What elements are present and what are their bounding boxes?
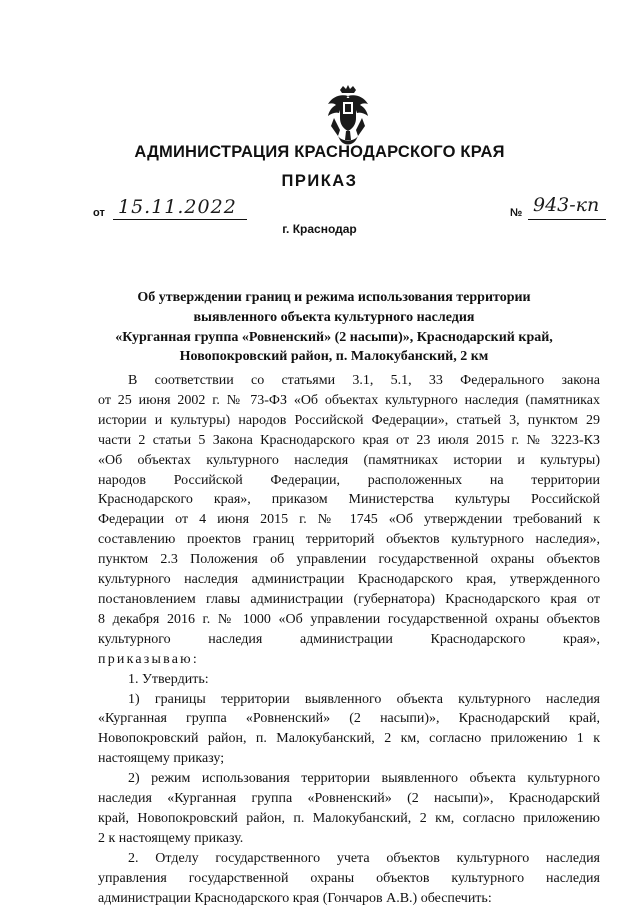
body-line: народов Российской Федерации, расположенных на территории <box>98 472 600 488</box>
city-name: г. Краснодар <box>282 222 357 236</box>
item-2-line: администрации Краснодарского края (Гончаров А.В.) обеспечить: <box>98 890 492 906</box>
item-1-2-line: наследия «Курганная группа «Ровненский» (2 насыпи)», Краснодарский <box>98 791 600 807</box>
body-line: постановлением главы администрации (губернатора) Краснодарского края от <box>98 591 600 607</box>
title-line: выявленного объекта культурного наследия <box>193 309 475 325</box>
title-line: «Курганная группа «Ровненский» (2 насыпи)», Краснодарский край, <box>115 329 553 345</box>
number-underline <box>528 219 606 220</box>
item-1-1-line: Новопокровский район, п. Малокубанский, 2 км, согласно приложению 1 к <box>98 731 600 747</box>
document-body <box>98 371 600 908</box>
item-1-1-line: настоящему приказу; <box>98 751 225 767</box>
number-label: № <box>510 207 523 219</box>
body-line: составлению проектов границ территорий объектов культурного наследия», <box>98 532 600 548</box>
date-label: от <box>93 207 105 219</box>
body-line: пунктом 2.3 Положения об управлении государственной охраны объектов <box>98 552 600 568</box>
body-line: 8 декабря 2016 г. № 1000 «Об управлении государственной охраны объектов <box>98 611 600 627</box>
handwritten-number: 943-кп <box>533 194 600 216</box>
body-line: от 25 июня 2002 г. № 73-ФЗ «Об объектах культурного наследия (памятниках <box>98 392 600 408</box>
organization-name: АДМИНИСТРАЦИЯ КРАСНОДАРСКОГО КРАЯ <box>134 143 505 161</box>
item-1-1-line: 1) границы территории выявленного объекта культурного наследия <box>128 691 600 707</box>
body-line: Федерации от 4 июня 2015 г. № 1745 «Об утверждении требований к <box>98 512 600 528</box>
item-1-1-line: «Курганная группа «Ровненский» (2 насыпи)», Краснодарский край, <box>98 711 600 727</box>
title-line: Об утверждении границ и режима использования территории <box>137 290 531 305</box>
item-1-2-line: 2 к настоящему приказу. <box>98 830 244 846</box>
item-2-line: управления государственной охраны объектов культурного наследия <box>98 870 600 886</box>
item-2-line: 2. Отделу государственного учета объектов культурного наследия <box>128 850 600 866</box>
item-1-2-line: край, Новопокровский район, п. Малокубанский, 2 км, согласно приложению <box>98 810 600 826</box>
coat-of-arms-emblem <box>325 84 371 148</box>
document-type: ПРИКАЗ <box>281 172 358 190</box>
date-underline <box>113 219 247 220</box>
item-1-heading: 1. Утвердить: <box>128 671 209 687</box>
body-line: культурного наследия администрации Краснодарского края, утвержденного <box>98 572 600 588</box>
handwritten-date: 15.11.2022 <box>118 196 237 218</box>
body-line: истории и культуры) народов Российской Федерации», статьей 3, пунктом 29 <box>98 412 600 428</box>
body-line: «Об объектах культурного наследия (памятниках истории и культуры) <box>98 452 600 468</box>
body-line: В соответствии со статьями 3.1, 5.1, 33 Федерального закона <box>128 373 600 388</box>
body-line: культурного наследия администрации Краснодарского края», <box>98 631 600 647</box>
body-line: части 2 статьи 5 Закона Краснодарского края от 23 июля 2015 г. № 3223-КЗ <box>98 432 600 448</box>
item-1-2-line: 2) режим использования территории выявленного объекта культурного <box>128 771 600 787</box>
title-line: Новопокровский район, п. Малокубанский, 2 км <box>179 349 489 365</box>
document-title <box>104 288 564 367</box>
body-line: Краснодарского края», приказом Министерства культуры Российской <box>98 492 600 508</box>
order-word: приказываю: <box>98 651 199 667</box>
